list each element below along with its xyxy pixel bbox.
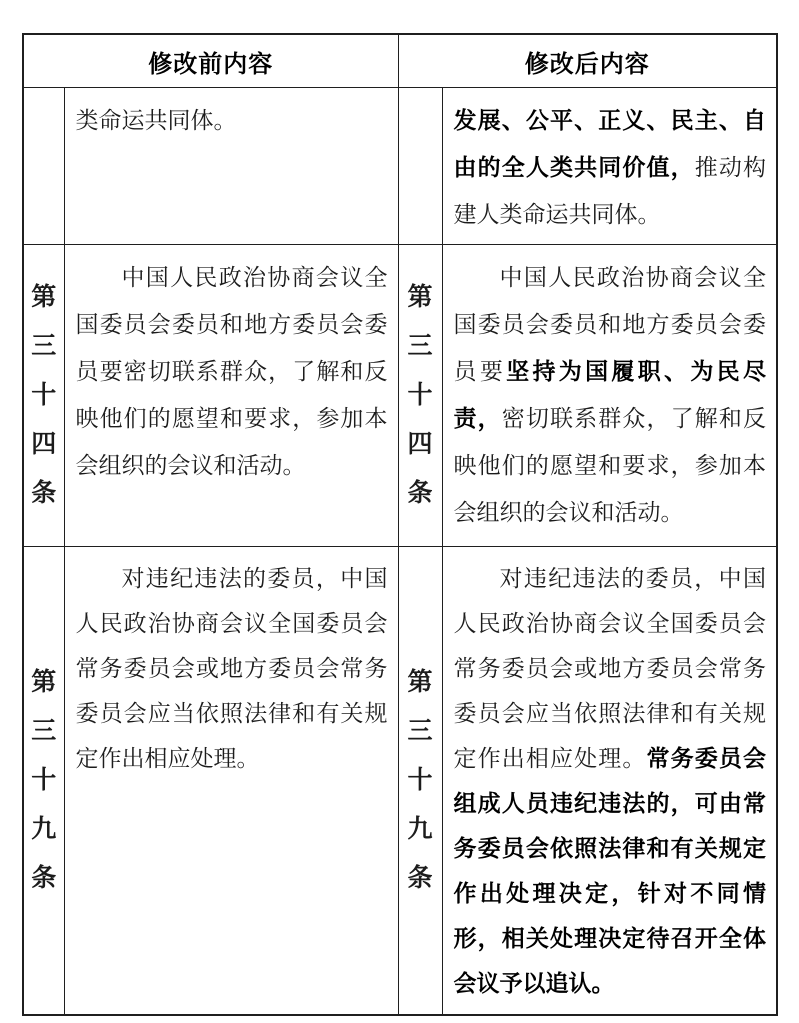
article-number-char: 四 [31,431,57,458]
article-number-char: 九 [407,816,433,843]
table-row [23,245,777,547]
column-header-before: 修改前内容 [23,34,398,88]
article-number-before [23,245,64,547]
article-number-after [398,547,442,1016]
after-content-cell [442,88,777,245]
article-number-char: 十 [31,382,57,409]
text-segment: 对违纪违法的委员，中国人民政治协商会议全国委员会常务委员会或地方委员会常务委员会应当依照法律和有关规定作出相应处理。 [75,566,388,771]
text-segment: 密切联系群众，了解和反映他们的愿望和要求，参加本会组织的会议和活动。 [453,406,766,525]
article-number-char: 十 [407,382,433,409]
article-number-char: 三 [31,718,57,745]
text-segment: 对违纪违法的委员，中国人民政治协商会议全国委员会常务委员会或地方委员会常务委员会应当依照法律和有关规定作出相应处理。 [453,566,766,771]
article-number-char: 条 [407,865,433,892]
after-content-text [454,254,767,536]
amended-text-segment: 常务委员会组成人员违纪违法的，可由常务委员会依照法律和有关规定作出处理决定，针对不同情形，相关处理决定待召开全体会议予以追认。 [453,745,766,996]
article-number-char: 四 [407,431,433,458]
before-content-text [76,556,388,781]
after-content-cell [442,547,777,1016]
article-number-char: 条 [31,865,57,892]
text-segment: 推动构建人类命运共同体。 [453,155,766,227]
before-content-cell [64,547,398,1016]
amended-text-segment: 发展、公平、正义、民主、自由的全人类共同价值， [453,107,766,180]
table-row [23,88,777,245]
article-number-char: 第 [31,284,57,311]
article-number-char: 三 [407,718,433,745]
article-number-char: 第 [31,669,57,696]
table-row [23,547,777,1016]
article-number-char: 条 [407,480,433,507]
article-number-char: 十 [31,767,57,794]
column-header-after: 修改后内容 [398,34,777,88]
text-segment: 中国人民政治协商会议全国委员会委员和地方委员会委员要密切联系群众，了解和反映他们的愿望和要求，参加本会组织的会议和活动。 [75,265,388,478]
text-segment: 中国人民政治协商会议全国委员会委员和地方委员会委员要 [453,265,766,384]
before-content-cell [64,245,398,547]
amended-text-segment: 坚持为国履职、为民尽责， [453,358,767,431]
article-number-char: 十 [407,767,433,794]
after-content-text [454,97,767,238]
article-number-char: 第 [407,284,433,311]
after-content-cell [442,245,777,547]
after-content-text [454,556,767,1006]
before-content-cell [64,88,398,245]
article-number-char: 三 [31,333,57,360]
before-content-text [76,97,388,144]
amendment-comparison-table [22,33,778,1016]
article-number-char: 条 [31,480,57,507]
header-row [23,34,777,88]
article-number-char: 三 [407,333,433,360]
article-number-char: 九 [31,816,57,843]
article-number-char: 第 [407,669,433,696]
article-number-after [398,88,442,245]
article-number-after [398,245,442,547]
text-segment: 类命运共同体。 [75,108,237,133]
article-number-before [23,88,64,245]
before-content-text [76,254,388,489]
article-number-before [23,547,64,1016]
